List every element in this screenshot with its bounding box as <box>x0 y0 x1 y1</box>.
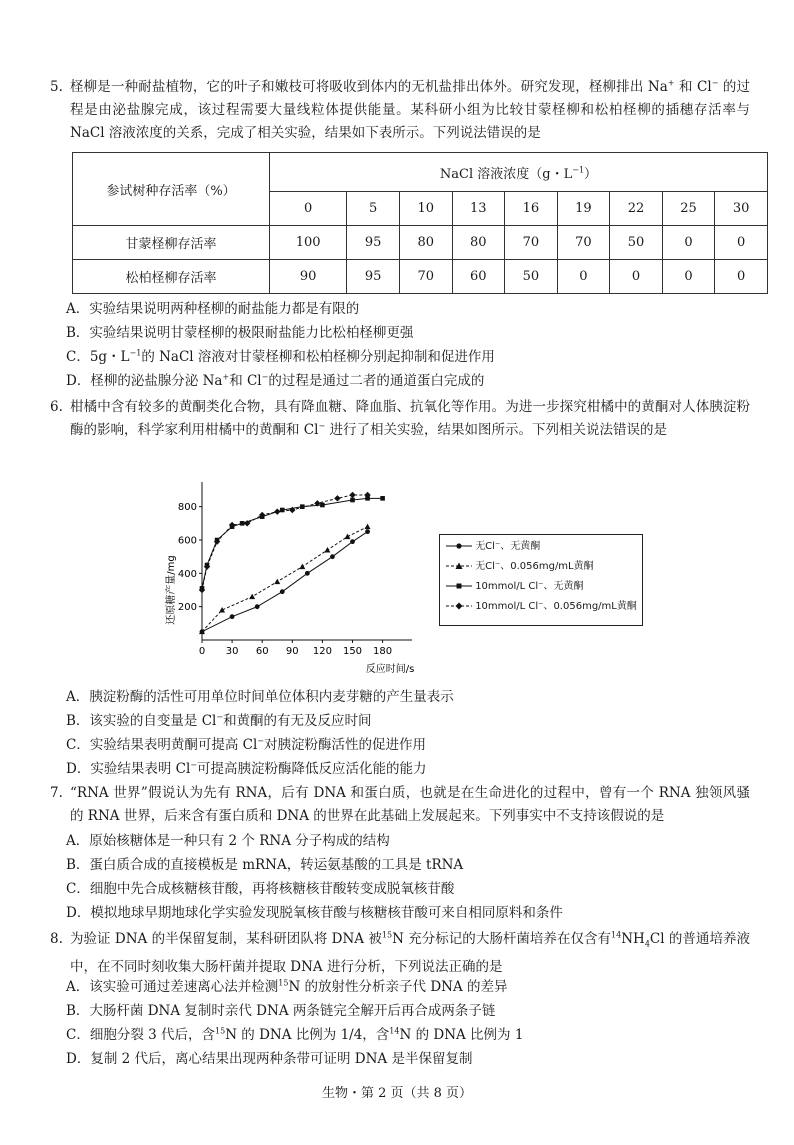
nacl-concentration-header: NaCl 溶液浓度（g・$L^{-1}$） <box>270 153 768 192</box>
table-cell: 70 <box>557 226 610 260</box>
chart-legend <box>439 534 643 626</box>
legend-marker-square <box>446 581 472 591</box>
question-5 <box>50 76 750 145</box>
data-point-series-3 <box>274 508 280 514</box>
row-label: 甘蒙柽柳存活率 <box>73 226 270 260</box>
reducing-sugar-chart <box>160 480 430 680</box>
conc-header-cell: 25 <box>662 192 715 226</box>
data-point-series-1 <box>274 579 280 585</box>
data-point-series-0 <box>255 604 260 609</box>
table-corner-header: 参试树种存活率（%） <box>73 153 270 226</box>
data-point-series-1 <box>299 564 305 570</box>
y-axis-label: 还原糖产量/mg <box>166 555 177 625</box>
series-line-0 <box>202 532 368 632</box>
question-8 <box>50 928 750 979</box>
conc-header-cell: 13 <box>452 192 505 226</box>
table-cell: 95 <box>347 226 400 260</box>
table-cell: 50 <box>610 226 663 260</box>
table-cell: 60 <box>452 260 505 294</box>
data-point-series-0 <box>280 589 285 594</box>
data-point-series-1 <box>365 524 371 530</box>
q7-option-a[interactable]: A．原始核糖体是一种只有 2 个 RNA 分子构成的结构 <box>66 833 390 849</box>
table-cell: 0 <box>662 226 715 260</box>
q5-option-b[interactable]: B．实验结果说明甘蒙柽柳的极限耐盐能力比松柏柽柳更强 <box>66 325 414 341</box>
legend-item-2: 10mmol/L Cl⁻、无黄酮 <box>446 578 583 596</box>
table-cell: 80 <box>452 226 505 260</box>
question-7 <box>50 782 750 828</box>
table-row <box>73 260 768 294</box>
q6-option-c[interactable]: C．实验结果表明黄酮可提高 Cl−对胰淀粉酶活性的促进作用 <box>66 736 426 753</box>
question-6-number: 6. <box>50 399 63 415</box>
q8-option-c[interactable]: C．细胞分裂 3 代后，含$^{15}$N 的 DNA 比例为 1/4，含$^{14}$N 的 DNA 比例为 1 <box>66 1026 524 1043</box>
q8-option-d[interactable]: D．复制 2 代后，离心结果出现两种条带可证明 DNA 是半保留复制 <box>66 1051 473 1067</box>
q6-option-d[interactable]: D．实验结果表明 Cl−可提高胰淀粉酶降低反应活化能的能力 <box>66 760 427 777</box>
data-point-series-2 <box>350 498 355 503</box>
page-footer: 生物・第 2 页（共 8 页） <box>321 1086 473 1101</box>
q7-option-d[interactable]: D．模拟地球早期地球化学实验发现脱氧核苷酸与核糖核苷酸可来自相同原料和条件 <box>66 905 563 921</box>
conc-header-cell: 5 <box>347 192 400 226</box>
legend-item-0: 无Cl⁻、无黄酮 <box>446 538 540 556</box>
data-point-series-2 <box>300 504 305 509</box>
question-6 <box>50 396 750 442</box>
data-point-series-0 <box>365 529 370 534</box>
q5-option-c[interactable]: C．5g・$L^{-1}$的 NaCl 溶液对甘蒙柽柳和松柏柽柳分别起抑制和促进作用 <box>66 348 495 365</box>
data-point-series-2 <box>320 503 325 508</box>
table-cell: 0 <box>715 226 768 260</box>
conc-header-cell: 10 <box>399 192 452 226</box>
data-point-series-1 <box>324 547 330 553</box>
row-label: 松柏柽柳存活率 <box>73 260 270 294</box>
data-point-series-0 <box>330 554 335 559</box>
q7-option-c[interactable]: C．细胞中先合成核糖核苷酸，再将核糖核苷酸转变成脱氧核苷酸 <box>66 881 455 897</box>
question-6-stem: 柑橘中含有较多的黄酮类化合物，具有降血糖、降血脂、抗氧化等作用。为进一步探究柑橘中的黄酮对人体胰淀粉酶的影响，科学家利用柑橘中的黄酮和 Cl− 进行了相关实验，结果如图所示。下列相关说法错误的是 <box>70 399 750 438</box>
table-cell: 100 <box>270 226 347 260</box>
table-cell: 0 <box>662 260 715 294</box>
q5-option-d[interactable]: D．柽柳的泌盐腺分泌 Na+和 Cl−的过程是通过二者的通道蛋白完成的 <box>66 372 485 389</box>
conc-header-cell: 19 <box>557 192 610 226</box>
data-point-series-2 <box>380 496 385 501</box>
question-5-number: 5. <box>50 79 63 95</box>
legend-item-3: 10mmol/L Cl⁻、0.056mg/mL黄酮 <box>446 598 637 616</box>
table-cell: 95 <box>347 260 400 294</box>
q6-option-a[interactable]: A．胰淀粉酶的活性可用单位时间单位体积内麦芽糖的产生量表示 <box>66 689 454 705</box>
x-axis-label: 反应时间/s <box>365 664 415 675</box>
x-tick-label: 90 <box>285 646 299 657</box>
x-tick-label: 30 <box>225 646 239 657</box>
legend-marker-triangle <box>446 561 472 571</box>
x-tick-label: 180 <box>373 646 393 657</box>
y-tick-label: 600 <box>177 535 197 547</box>
x-tick-label: 0 <box>198 646 206 657</box>
q8-option-b[interactable]: B．大肠杆菌 DNA 复制时亲代 DNA 两条链完全解开后再合成两条子链 <box>66 1003 496 1019</box>
question-8-stem: 为验证 DNA 的半保留复制，某科研团队将 DNA 被$^{15}$N 充分标记的大肠杆菌培养在仅含有$^{14}NH_4Cl$ 的普通培养液中，在不同时刻收集大肠杆菌并提取 DNA 进行分析，下列说法正确的是 <box>70 930 750 975</box>
y-tick-label: 200 <box>177 602 197 614</box>
table-cell: 0 <box>715 260 768 294</box>
conc-header-cell: 0 <box>270 192 347 226</box>
series-line-1 <box>202 527 368 632</box>
survival-rate-table <box>72 152 768 294</box>
data-point-series-1 <box>249 594 255 600</box>
question-5-stem: 柽柳是一种耐盐植物，它的叶子和嫩枝可将吸收到体内的无机盐排出体外。研究发现，柽柳排出 Na+ 和 Cl− 的过程是由泌盐腺完成，该过程需要大量线粒体提供能量。某科研小组为比较甘蒙柽柳和松柏柽柳的插穗存活率与 NaCl 溶液浓度的关系，完成了相关实验，结果如下表所示。下列说法错误的是 <box>70 78 751 141</box>
q7-option-b[interactable]: B．蛋白质合成的直接模板是 mRNA，转运氨基酸的工具是 tRNA <box>66 857 464 873</box>
legend-marker-circle <box>446 541 472 551</box>
data-point-series-0 <box>305 571 310 576</box>
data-point-series-3 <box>334 495 340 501</box>
data-point-series-0 <box>350 539 355 544</box>
conc-header-cell: 30 <box>715 192 768 226</box>
chart-series <box>199 492 385 634</box>
data-point-series-3 <box>349 492 355 498</box>
table-row <box>73 226 768 260</box>
y-tick-label: 400 <box>177 568 197 580</box>
legend-marker-diamond <box>446 601 472 611</box>
table-cell: 80 <box>399 226 452 260</box>
question-8-number: 8. <box>50 931 63 947</box>
data-point-series-1 <box>219 607 225 613</box>
conc-header-cell: 22 <box>610 192 663 226</box>
x-tick-label: 60 <box>255 646 269 657</box>
question-7-number: 7. <box>50 785 63 801</box>
data-point-series-1 <box>344 534 350 540</box>
q8-option-a[interactable]: A．该实验可通过差速离心法并检测$^{15}$N 的放射性分析亲子代 DNA 的差异 <box>66 978 508 995</box>
q6-option-b[interactable]: B．该实验的自变量是 Cl−和黄酮的有无及反应时间 <box>66 712 372 729</box>
conc-header-cell: 16 <box>505 192 558 226</box>
y-tick-label: 800 <box>177 502 197 514</box>
legend-item-1: 无Cl⁻、0.056mg/mL黄酮 <box>446 558 594 576</box>
question-7-stem: “RNA 世界”假说认为先有 RNA，后有 DNA 和蛋白质，也就是在生命进化的过程中，曾有一个 RNA 独领风骚的 RNA 世界，后来含有蛋白质和 DNA 的世界在此基础上发展起来。下列事实中不支持该假说的是 <box>70 785 750 824</box>
x-tick-label: 150 <box>342 646 363 657</box>
data-point-series-0 <box>230 614 235 619</box>
table-cell: 50 <box>505 260 558 294</box>
table-cell: 0 <box>610 260 663 294</box>
table-cell: 90 <box>270 260 347 294</box>
x-tick-label: 120 <box>312 646 332 657</box>
q5-option-a[interactable]: A．实验结果说明两种柽柳的耐盐能力都是有限的 <box>66 301 360 317</box>
table-cell: 70 <box>399 260 452 294</box>
table-cell: 0 <box>557 260 610 294</box>
table-cell: 70 <box>505 226 558 260</box>
